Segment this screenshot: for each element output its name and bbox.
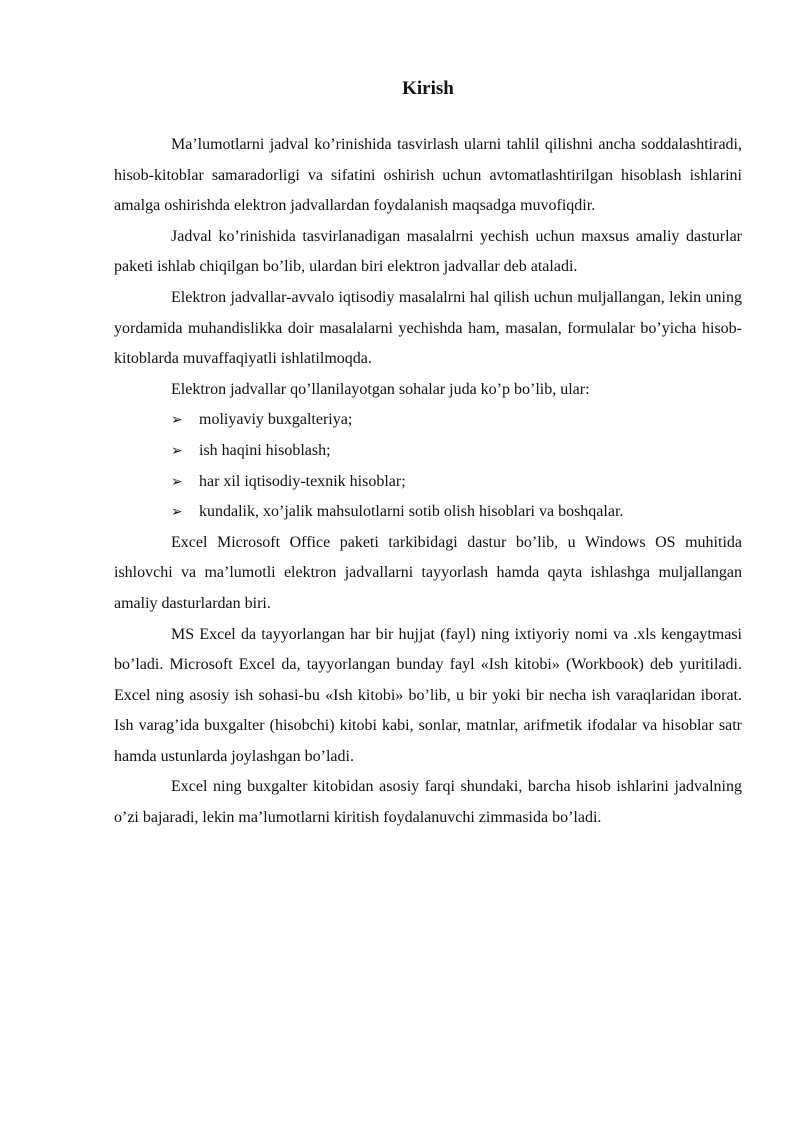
list-item-text: har xil iqtisodiy-texnik hisoblar; bbox=[199, 472, 406, 490]
paragraph-intro: Ma’lumotlarni jadval ko’rinishida tasvirlash ularni tahlil qilishni ancha soddalashtiradi, hisob-kitoblar samaradorligi va sifatini oshirish uchun avtomatlashtirilgan hisoblash ishlarini amalga oshirishda elektron jadvallardan foydalanish maqsadga muvofiqdir. bbox=[114, 136, 742, 215]
list-item-text: kundalik, xo’jalik mahsulotlarni sotib olish hisoblari va boshqalar. bbox=[199, 503, 624, 521]
list-item bbox=[171, 467, 742, 498]
arrowhead-bullet-icon: ➢ bbox=[171, 504, 183, 521]
list-item bbox=[171, 436, 742, 467]
document-page bbox=[114, 74, 742, 834]
paragraph-excel-overview: Excel Microsoft Office paketi tarkibidagi dastur bo’lib, u Windows OS muhitida ishlovchi va ma’lumotli elektron jadvallarni tayyorlash hamda qayta ishlashga muljallangan amaliy dasturlardan biri. bbox=[114, 533, 742, 612]
paragraph-special-software: Jadval ko’rinishida tasvirlanadigan masalalrni yechish uchun maxsus amaliy dasturlar paketi ishlab chiqilgan bo’lib, ulardan biri elektron jadvallar deb ataladi. bbox=[114, 227, 742, 276]
arrowhead-bullet-icon: ➢ bbox=[171, 412, 183, 429]
paragraph-workbook: MS Excel da tayyorlangan har bir hujjat (fayl) ning ixtiyoriy nomi va .xls kengaytmasi bo’ladi. Microsoft Excel da, tayyorlangan bunday fayl «Ish kitobi» (Workbook) deb yuritiladi. Excel ning asosiy ish sohasi-bu «Ish kitobi» bo’lib, u bir yoki bir necha ish varaqlaridan iborat. Ish varag’ida buxgalter (hisobchi) kitobi kabi, sonlar, matnlar, arifmetik ifodalar va hisoblar satr hamda ustunlarda joylashgan bo’ladi. bbox=[114, 625, 742, 765]
arrowhead-bullet-icon: ➢ bbox=[171, 473, 183, 490]
paragraph-difference: Excel ning buxgalter kitobidan asosiy farqi shundaki, barcha hisob ishlarini jadvalning o’zi bajaradi, lekin ma’lumotlarni kiritish foydalanuvchi zimmasida bo’ladi. bbox=[114, 778, 742, 827]
arrowhead-bullet-icon: ➢ bbox=[171, 442, 183, 459]
paragraph-purpose: Elektron jadvallar-avvalo iqtisodiy masalalrni hal qilish uchun muljallangan, lekin uning yordamida muhandislikka doir masalalarni yechishda ham, masalan, formulalar bo’yicha hisob-kitoblarda muvaffaqiyatli ishlatilmoqda. bbox=[114, 288, 742, 368]
list-item bbox=[171, 405, 742, 436]
list-item-text: moliyaviy buxgalteriya; bbox=[199, 411, 353, 429]
paragraph-list-lead: Elektron jadvallar qo’llanilayotgan sohalar juda ko’p bo’lib, ular: bbox=[171, 380, 590, 398]
page-title: Kirish bbox=[402, 78, 454, 99]
usage-area-list bbox=[114, 405, 742, 527]
list-item bbox=[171, 497, 742, 528]
list-item-text: ish haqini hisoblash; bbox=[199, 441, 331, 459]
